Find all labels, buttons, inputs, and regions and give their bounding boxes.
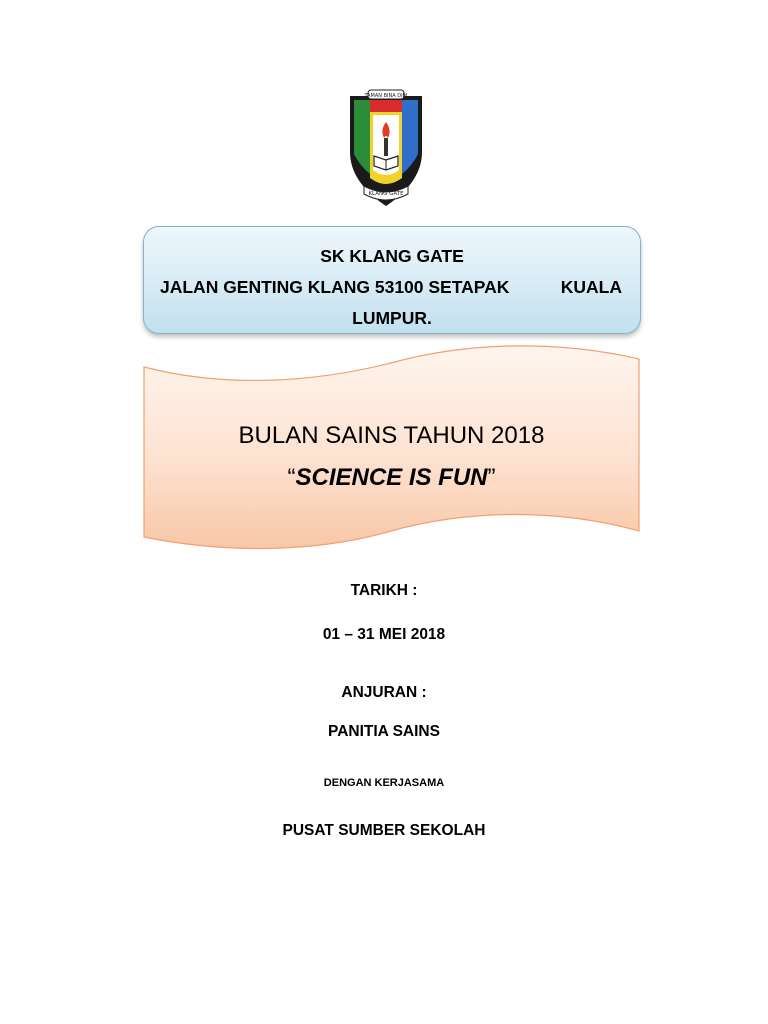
- school-address-line: [144, 272, 640, 303]
- school-name: SK KLANG GATE: [320, 246, 464, 266]
- anjuran-label: ANJURAN :: [341, 684, 427, 701]
- school-address-part2: KUALA: [560, 277, 622, 297]
- banner-tagline: SCIENCE IS FUN: [295, 464, 488, 491]
- banner-title: BULAN SAINS TAHUN 2018: [238, 422, 545, 449]
- tarikh-label: TARIKH :: [350, 582, 418, 599]
- close-quote: ”: [487, 464, 496, 491]
- school-address-part1: JALAN GENTING KLANG 53100 SETAPAK: [160, 277, 510, 297]
- crest-top-text: TAMAN BINA DIRI: [364, 93, 408, 99]
- kerjasama-label: DENGAN KERJASAMA: [323, 777, 445, 789]
- school-address-part3: LUMPUR.: [352, 308, 432, 328]
- tarikh-value: 01 – 31 MEI 2018: [322, 626, 446, 643]
- crest-bottom-text: KLANG GATE: [368, 191, 404, 197]
- kerjasama-value: PUSAT SUMBER SEKOLAH: [282, 822, 486, 839]
- open-quote: “: [287, 464, 296, 491]
- banner-tagline-line: [143, 460, 640, 496]
- school-info-box: [143, 226, 641, 334]
- school-crest-logo: [340, 82, 432, 210]
- anjuran-value: PANITIA SAINS: [328, 723, 440, 740]
